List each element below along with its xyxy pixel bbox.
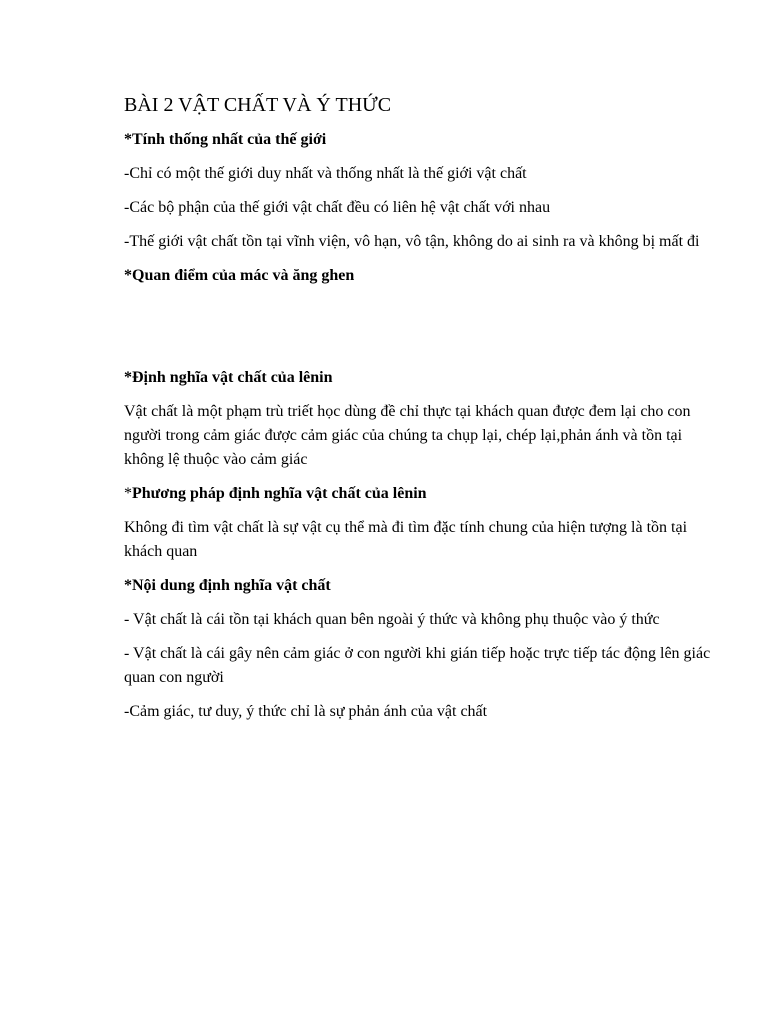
blank-space — [124, 298, 724, 366]
section-heading-lenin-definition: *Định nghĩa vật chất của lênin — [124, 369, 333, 386]
paragraph: - Vật chất là cái gây nên cảm giác ở con người khi gián tiếp hoặc trực tiếp tác động lên giác quan con người — [124, 645, 711, 686]
document-page — [124, 92, 724, 734]
section-heading-marx-engels: *Quan điểm của mác và ăng ghen — [124, 267, 355, 284]
section-heading-unity: *Tính thống nhất của thế giới — [124, 131, 327, 148]
section-heading-method — [124, 482, 724, 506]
heading-text: Phương pháp định nghĩa vật chất của lênin — [132, 485, 427, 502]
paragraph: -Các bộ phận của thế giới vật chất đều có liên hệ vật chất với nhau — [124, 199, 551, 216]
paragraph: -Chỉ có một thế giới duy nhất và thống nhất là thế giới vật chất — [124, 165, 527, 182]
document-title: BÀI 2 VẬT CHẤT VÀ Ý THỨC — [124, 94, 392, 116]
heading-star: * — [124, 485, 132, 502]
section-heading-content: *Nội dung định nghĩa vật chất — [124, 577, 331, 594]
paragraph: -Cảm giác, tư duy, ý thức chỉ là sự phản ánh của vật chất — [124, 703, 488, 720]
paragraph: Vật chất là một phạm trù triết học dùng đề chỉ thực tại khách quan được đem lại cho con người trong cảm giác được cảm giác của chúng ta chụp lại, chép lại,phản ánh và tồn tại không lệ thuộc vào cảm giác — [124, 403, 691, 468]
paragraph: -Thế giới vật chất tồn tại vĩnh viện, vô hạn, vô tận, không do ai sinh ra và không bị mất đi — [124, 233, 700, 250]
paragraph: Không đi tìm vật chất là sự vật cụ thể mà đi tìm đặc tính chung của hiện tượng là tồn tại khách quan — [124, 519, 688, 560]
paragraph: - Vật chất là cái tồn tại khách quan bên ngoài ý thức và không phụ thuộc vào ý thức — [124, 611, 660, 628]
